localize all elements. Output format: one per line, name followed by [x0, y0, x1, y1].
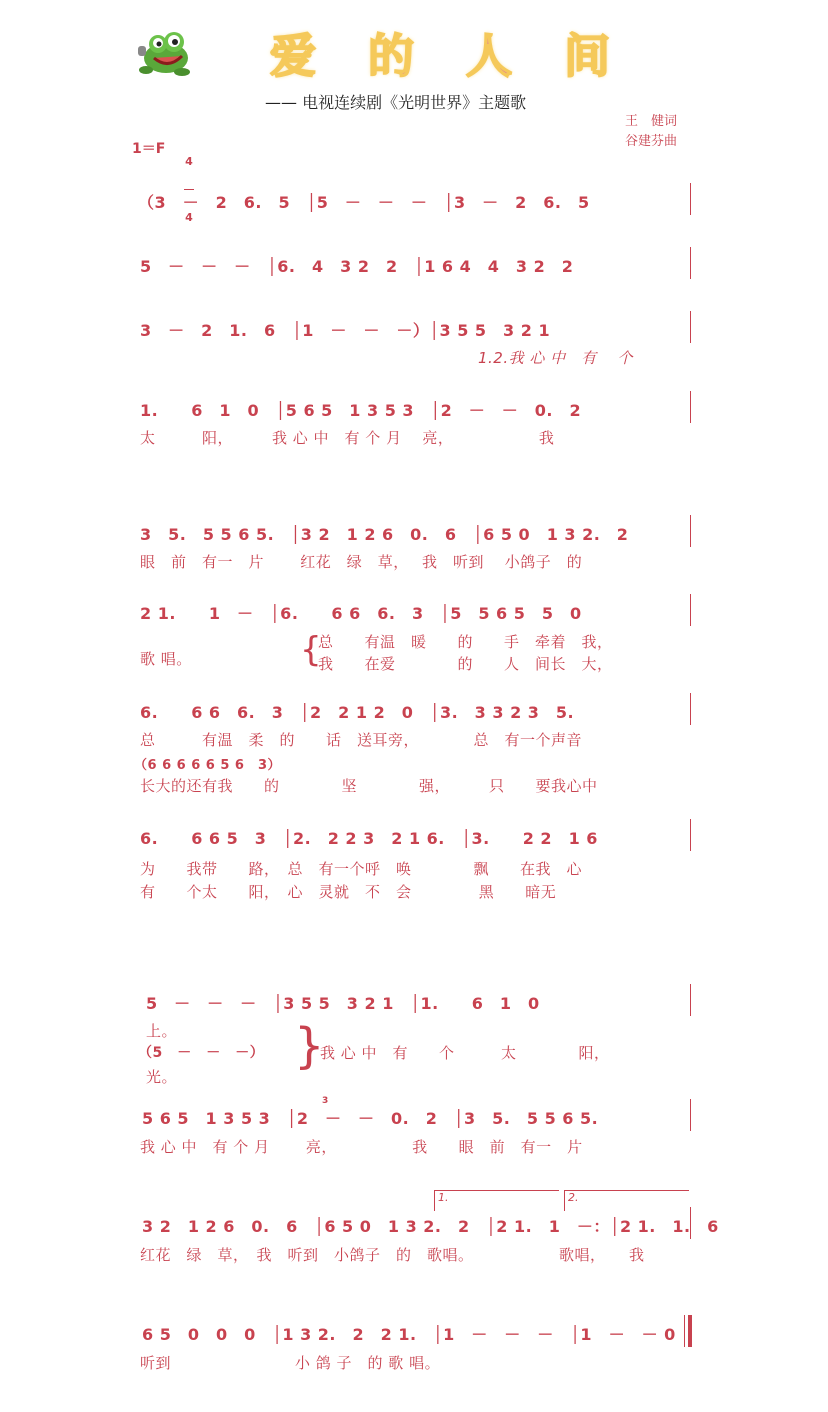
score-row: 2 1. 1 － │6. 6 6 6. 3 │5 5 6 5 5 0 — [140, 604, 582, 623]
grace-note: 3 — [322, 1096, 329, 1106]
lyric-line: （6 6 6 6 6 5 6 3） — [134, 758, 282, 773]
volta-number: 2. — [568, 1191, 579, 1204]
score-row: 6. 6 6 5 3 │2. 2 2 3 2 1 6. │3. 2 2 1 6 — [140, 829, 598, 848]
score-row: 1. 6 1 0 │5 6 5 1 3 5 3 │2 － － 0. 2 — [140, 401, 582, 420]
lyric-line: 我 心 中 有 个 月 亮， 我 眼 前 有一 片 — [140, 1138, 583, 1156]
lyric-line: 眼 前 有一 片 红花 绿 草， 我 听到 小鸽子 的 — [140, 553, 583, 571]
lyric-line: 总 有温 暖 的 手 牵着 我， — [318, 633, 613, 651]
lyric-line: 太 阳， 我 心 中 有 个 月 亮， 我 — [140, 429, 555, 447]
lyric-line: 上。 — [146, 1022, 178, 1040]
lyric-line: 歌 唱。 — [140, 650, 192, 668]
composer-credit: 谷建芬曲 — [625, 134, 678, 149]
barline — [690, 515, 691, 547]
brace-icon: { — [300, 630, 322, 670]
song-subtitle: —— 电视连续剧《光明世界》主题歌 — [265, 93, 527, 112]
final-barline-thick — [688, 1315, 692, 1347]
time-signature-top: 4 — [185, 155, 193, 168]
lyricist-credit: 王 健词 — [625, 114, 678, 129]
barline — [690, 311, 691, 343]
key-signature: 1＝F — [132, 141, 166, 157]
score-row: 6. 6 6 6. 3 │2 2 1 2 0 │3. 3 3 2 3 5. — [140, 703, 575, 722]
barline — [690, 594, 691, 626]
lyric-line: 总 有温 柔 的 话 送耳旁， 总 有一个声音 — [140, 731, 583, 749]
score-row: 5 6 5 1 3 5 3 │2 － － 0. 2 │3 5. 5 5 6 5. — [142, 1109, 599, 1128]
lyric-line: 有 个太 阳， 心 灵就 不 会 黑 暗无 — [140, 883, 557, 901]
lyric-line: 我 在爱 的 人 间长 大， — [318, 655, 613, 673]
lyric-line: 长大的还有我 的 坚 强， 只 要我心中 — [140, 777, 598, 795]
volta-number: 1. — [438, 1191, 449, 1204]
lyric-line: 为 我带 路， 总 有一个呼 唤 飘 在我 心 — [140, 860, 583, 878]
lyric-line: （5 － － －） — [138, 1045, 265, 1061]
barline — [690, 819, 691, 851]
barline — [690, 391, 691, 423]
score-row: 5 － － － │6. 4 3 2 2 │1 6 4 4 3 2 2 — [140, 257, 574, 276]
barline — [690, 1207, 691, 1239]
brace-icon: } — [294, 1018, 325, 1074]
frog-mascot-icon — [136, 26, 194, 78]
song-title: 爱 的 人 间 — [270, 29, 629, 83]
time-signature-bottom: 4 — [185, 211, 193, 224]
barline — [690, 1099, 691, 1131]
barline — [690, 183, 691, 215]
volta-bracket-2 — [564, 1190, 689, 1211]
score-row: （3 － 2 6. 5 │5 － － － │3 － 2 6. 5 — [138, 193, 590, 212]
score-row: 3 2 1 2 6 0. 6 │6 5 0 1 3 2. 2 │2 1. 1 －：│2 1. 1. 6 — [142, 1217, 719, 1236]
score-row: 3 － 2 1. 6 │1 － － －）│3 5 5 3 2 1 — [140, 321, 551, 340]
lyric-line: 1.2.我 心 中 有 个 — [478, 349, 633, 367]
lyric-line: 听到 小 鸽 子 的 歌 唱。 — [140, 1354, 441, 1372]
score-row: 6 5 0 0 0 │1 3 2. 2 2 1. │1 － － － │1 － － 0 — [142, 1325, 676, 1344]
time-signature — [184, 134, 194, 234]
score-row: 3 5. 5 5 6 5. │3 2 1 2 6 0. 6 │6 5 0 1 3 2. 2 — [140, 525, 629, 544]
lyric-line: 光。 — [146, 1068, 178, 1086]
lyric-line: 红花 绿 草， 我 听到 小鸽子 的 歌唱。 歌唱， 我 — [140, 1246, 645, 1264]
barline — [690, 693, 691, 725]
volta-bracket-1 — [434, 1190, 559, 1211]
lyric-line: 我 心 中 有 个 太 阳， — [320, 1044, 610, 1062]
barline — [690, 247, 691, 279]
final-barline-thin — [684, 1315, 685, 1347]
score-row: 5 － － － │3 5 5 3 2 1 │1. 6 1 0 — [146, 994, 540, 1013]
barline — [690, 984, 691, 1016]
